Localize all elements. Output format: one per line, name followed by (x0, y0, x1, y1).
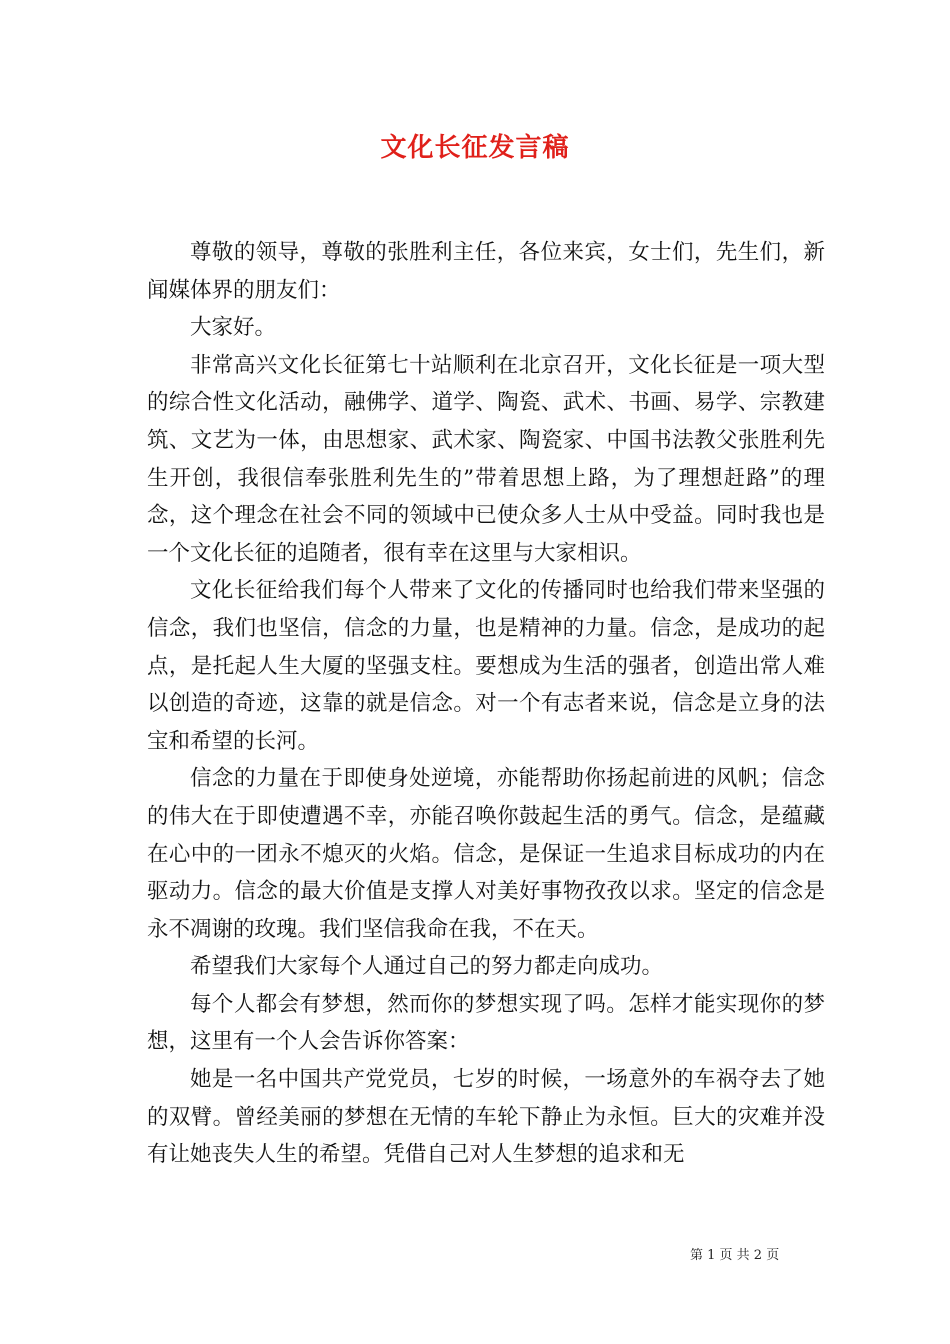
document-title: 文化长征发言稿 (380, 133, 570, 163)
paragraph-power-of-belief: 信念的力量在于即使身处逆境，亦能帮助你扬起前进的风帆；信念的伟大在于即使遭遇不幸，亦能召唤你鼓起生活的勇气。信念，是蕴藏在心中的一团永不熄灭的火焰。信念，是保证一生追求目标成功的内在驱动力。信念的最大价值是支撑人对美好事物孜孜以求。坚定的信念是永不凋谢的玫瑰。我们坚信我命在我，不在天。 (147, 766, 825, 942)
paragraph-hope: 希望我们大家每个人通过自己的努力都走向成功。 (190, 954, 664, 980)
document-body (147, 234, 825, 1174)
paragraph-dream: 每个人都会有梦想，然而你的梦想实现了吗。怎样才能实现你的梦想，这里有一个人会告诉你答案： (147, 991, 825, 1055)
paragraph-belief: 文化长征给我们每个人带来了文化的传播同时也给我们带来坚强的信念，我们也坚信，信念的力量，也是精神的力量。信念，是成功的起点，是托起人生大厦的坚强支柱。要想成为生活的强者，创造出常人难以创造的奇迹，这靠的就是信念。对一个有志者来说，信念是立身的法宝和希望的长河。 (147, 578, 825, 754)
page-number-footer: 第 1 页 共 2 页 (690, 1248, 780, 1263)
paragraph-story: 她是一名中国共产党党员，七岁的时候，一场意外的车祸夺去了她的双臂。曾经美丽的梦想在无情的车轮下静止为永恒。巨大的灾难并没有让她丧失人生的希望。凭借自己对人生梦想的追求和无 (147, 1067, 825, 1168)
paragraph-greeting: 尊敬的领导，尊敬的张胜利主任，各位来宾，女士们，先生们，新闻媒体界的朋友们： (147, 240, 825, 303)
paragraph-hello: 大家好。 (190, 315, 277, 341)
paragraph-cultural-march: 非常高兴文化长征第七十站顺利在北京召开，文化长征是一项大型的综合性文化活动，融佛学、道学、陶瓷、武术、书画、易学、宗教建筑、文艺为一体，由思想家、武术家、陶瓷家、中国书法教父张胜利先生开创，我很信奉张胜利先生的”带着思想上路，为了理想赶路”的理念，这个理念在社会不同的领域中已使众多人士从中受益。同时我也是一个文化长征的追随者，很有幸在这里与大家相识。 (147, 352, 825, 566)
